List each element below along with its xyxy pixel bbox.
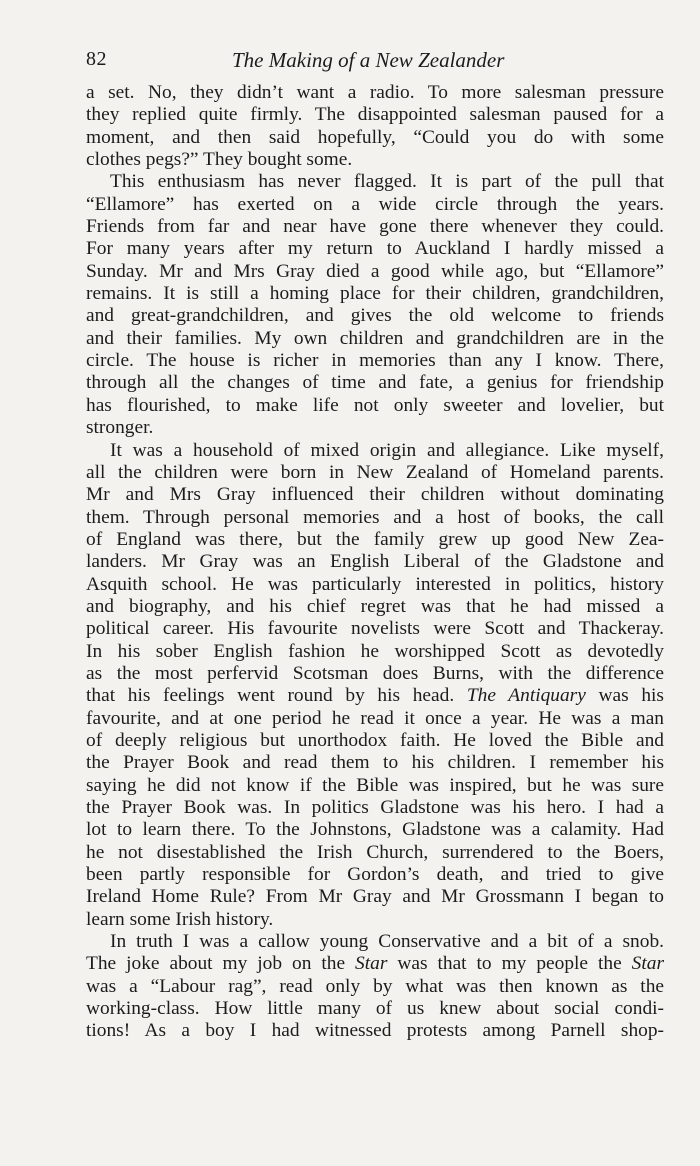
text-run: Friends from far and near have gone there whenever they could. [86,216,664,238]
running-title: The Making of a New Zealander [232,48,505,72]
text-run: the Prayer Book was. In politics Gladstone was his hero. I had a [86,797,664,818]
text-line [86,216,664,238]
text-run: of England was there, but the family grew up good New Zea- [86,528,664,550]
text-line [86,752,664,774]
text-run: It was a household of mixed origin and allegiance. Like myself, [110,439,664,461]
text-run: favourite, and at one period he read it once a year. He was a man [86,707,664,729]
text-run: through all the changes of time and fate, a genius for friendship [86,372,664,394]
text-line [86,596,664,618]
text-run: remains. It is still a homing place for their children, grandchildren, [86,283,664,305]
text-line [86,797,664,819]
text-run: saying he did not know if the Bible was inspired, but he was sure [86,774,664,796]
italic-text: Star [631,953,664,975]
text-line [86,127,664,149]
text-line [86,909,664,931]
text-run: Sunday. Mr and Mrs Gray died a good while ago, but “Ellamore” [86,260,664,282]
text-run: learn some Irish history. [86,908,274,930]
text-run: In his sober English fashion he worshipped Scott as devotedly [86,640,664,662]
page-header [86,46,664,74]
text-line [86,819,664,841]
text-line [86,529,664,551]
text-run: he not disestablished the Irish Church, surrendered to the Boers, [86,841,664,863]
text-run: circle. The house is richer in memories than any I know. There, [86,350,664,372]
text-line [86,708,664,730]
text-line [86,886,664,908]
text-run: In truth I was a callow young Conservative and a bit of a snob. [110,931,664,953]
text-line [86,238,664,260]
text-line [86,842,664,864]
text-run: The joke about my job on the [86,953,346,975]
text-line [86,864,664,886]
text-run: all the children were born in New Zealand of Homeland parents. [86,461,664,483]
text-run: working-class. How little many of us knew about social condi- [86,998,664,1020]
text-line [86,685,664,707]
text-run: has flourished, to make life not only sweeter and lovelier, but [86,394,664,416]
text-line [86,641,664,663]
text-line [86,618,664,640]
text-run: a set. No, they didn’t want a radio. To more salesman pressure [86,82,664,103]
text-run: political career. His favourite novelists were Scott and Thackeray. [86,618,664,640]
text-line [86,194,664,216]
text-line [86,507,664,529]
text-run: “Ellamore” has exerted on a wide circle through the years. [86,193,664,215]
text-run: they replied quite firmly. The disappointed salesman paused for a [86,104,664,126]
text-run: and great-grandchildren, and gives the old welcome to friends [86,305,664,327]
text-run: that his feelings went round by his head. [86,685,455,707]
text-run: tions! As a boy I had witnessed protests among Parnell shop- [86,1020,664,1042]
text-line [86,730,664,752]
text-run: stronger. [86,417,154,439]
text-line [86,953,664,975]
text-line [86,149,664,171]
text-line [86,976,664,998]
text-run: clothes pegs?” They bought some. [86,149,353,171]
text-line [86,417,664,439]
text-line [86,328,664,350]
text-line [86,484,664,506]
text-line [86,171,664,193]
text-line [86,440,664,462]
text-line [86,372,664,394]
italic-text: The Antiquary [466,685,586,707]
text-run: been partly responsible for Gordon’s death, and tried to give [86,864,664,886]
text-run: Ireland Home Rule? From Mr Gray and Mr Grossmann I began to [86,886,664,908]
text-line [86,1020,664,1042]
text-run: For many years after my return to Auckland I hardly missed a [86,238,664,260]
text-line [86,283,664,305]
page-number: 82 [86,48,107,70]
text-run: Mr and Mrs Gray influenced their children without dominating [86,484,664,506]
text-run: This enthusiasm has never flagged. It is part of the pull that [110,171,664,193]
italic-text: Star [355,953,388,975]
text-run: was that to my people the [397,953,622,975]
text-line [86,574,664,596]
text-line [86,350,664,372]
text-run: was a “Labour rag”, read only by what was then known as the [86,975,664,997]
text-line [86,775,664,797]
text-line [86,663,664,685]
text-line [86,462,664,484]
text-run: landers. Mr Gray was an English Liberal of the Gladstone and [86,551,664,573]
text-run: lot to learn there. To the Johnstons, Gladstone was a calamity. Had [86,819,664,841]
text-run: and their families. My own children and grandchildren are in the [86,327,664,349]
text-line [86,551,664,573]
text-line [86,395,664,417]
text-run: and biography, and his chief regret was that he had missed a [86,595,664,617]
text-line [86,931,664,953]
text-line [86,998,664,1020]
text-run: moment, and then said hopefully, “Could you do with some [86,126,664,148]
text-run: Asquith school. He was particularly interested in politics, history [86,573,664,595]
text-run: the Prayer Book and read them to his children. I remember his [86,752,664,774]
text-run: them. Through personal memories and a host of books, the call [86,506,664,528]
text-line [86,305,664,327]
text-line [86,104,664,126]
text-run: as the most perfervid Scotsman does Burns, with the difference [86,662,664,684]
body-text [86,82,664,1043]
text-run: was his [598,685,664,707]
text-line [86,261,664,283]
text-run: of deeply religious but unorthodox faith. He loved the Bible and [86,729,664,751]
text-line [86,82,664,104]
